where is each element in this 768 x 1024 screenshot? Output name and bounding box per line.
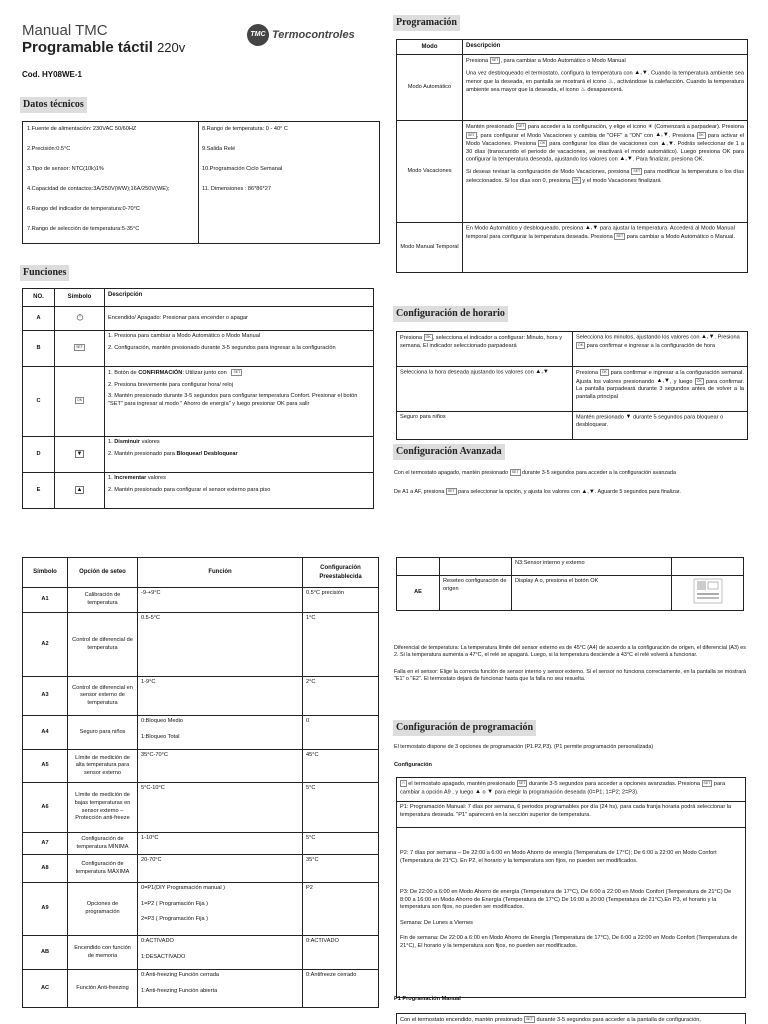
mode-name: Modo Vacaciones [397, 121, 463, 223]
advanced-text: Con el termostato apagado, mantén presionado SET durante 3-5 segundos para acceder a la configuración avanzada De A1 a AF, presiona SET para seleccionar la opción, y ajusta los valores con ▲,▼. Aguarde 5 segundos para finalizar. [394, 469, 681, 496]
col-header: Opción de seteo [68, 558, 138, 588]
table-row [23, 716, 379, 750]
option-cell: Límite de medición de alta temperatura para sensor externo [68, 750, 138, 783]
mode-desc: Mantén presionado SET para acceder a la configuración, y elige el icono ☀ (Comenzará a parpadear). Presiona SET , para configurar el Modo Vacaciones y cambia de "OFF" a "ON" con ▲,▼. Presiona OK para activar el Modo Vacaciones. Presiona OK para configurar los días de vacaciones con ▲,▼. Podrás seleccionar de 1 a 30 días (transcurrido el periodo de vacaciones, se reactivará el modo automático). Luego presiona OK para configurar la temperatura deseada, ajustando los valores con ▲,▼. Para finalizar, presiona OK. Si deseas revisar la configuración de Modo Vacaciones, presiona SET para modificar la temperatura o los días seleccionados. Si los días son 0, presiona OK y el modo Vacaciones finalizará [463, 121, 748, 223]
symbol-cell: A4 [23, 716, 68, 750]
row-no: A [23, 307, 55, 331]
down-arrow-icon: ▼ [625, 414, 632, 420]
table-row [397, 55, 748, 121]
brand-logo [247, 24, 372, 46]
col-header: Descripción [463, 40, 748, 55]
set-button-icon: SET [447, 489, 455, 494]
up-down-arrows-icon: ▲,▼ [584, 225, 599, 231]
programming-title: Programación [393, 15, 460, 31]
desc-line: 1. Incrementar valores [108, 475, 166, 481]
function-line: -9-+9°C [141, 590, 161, 596]
ok-button-icon: OK [578, 343, 584, 348]
ok-button-icon: OK [698, 132, 704, 137]
function-line: 20-70°C [141, 857, 162, 863]
program-options-table [396, 777, 746, 998]
default-cell: 0:Antifreeze cerrado [303, 970, 379, 1008]
title-line1: Manual TMC [22, 22, 108, 39]
function-line: 35°C-70°C [141, 752, 168, 758]
up-down-arrows-icon: ▲,▼ [660, 140, 674, 147]
function-line: 1-10°C [141, 835, 159, 841]
table-row [23, 677, 379, 716]
table-row [23, 437, 374, 473]
desc-line: 1. Botón de CONFIRMACIÓN: Utilizar junto con SET [108, 369, 241, 376]
option-cell: Reseteo configuración de origen [440, 576, 512, 611]
table-row [23, 833, 379, 855]
table-row [23, 855, 379, 883]
tech-specs-box [22, 121, 380, 244]
table-header-row [23, 289, 374, 307]
document-header [22, 22, 237, 57]
down-arrow-icon: ▼ [55, 437, 105, 473]
table-header-row [397, 40, 748, 55]
function-line: 5°C-10°C [141, 785, 165, 791]
ok-button-icon: OK [76, 398, 83, 403]
function-line: 0.5-5°C [141, 615, 161, 621]
up-down-arrows-icon: ▲,▼ [656, 378, 670, 385]
spec-item: 4.Capacidad de contactos:3A/250V(WW);16A/250V(WE); [27, 186, 170, 192]
spec-item: 6.Rango del indicador de temperatura:0-70°C [27, 206, 140, 212]
brand-name: Termocontroles [272, 29, 355, 41]
option-cell: Control de diferencial en sensor externo de temperatura [68, 677, 138, 716]
schedule-cell: Selecciona los minutos, ajustando los valores con ▲,▼. Presiona OK para confirmar e ingresar a la configuración de hora [573, 332, 748, 367]
ok-button-icon: OK [425, 335, 431, 339]
symbol-cell: A1 [23, 588, 68, 613]
functions-title: Funciones [20, 265, 69, 281]
set-button-icon: SET [703, 781, 711, 785]
col-header: Modo [397, 40, 463, 55]
table-row [23, 307, 374, 331]
table-row [397, 121, 748, 223]
option-cell: Función Anti-freezing [68, 970, 138, 1008]
table-row [397, 367, 748, 412]
table-row [397, 558, 744, 576]
function-line: 1=P2 ( Programación Fija ) [141, 900, 208, 907]
row-no: B [23, 331, 55, 367]
tech-title: Datos técnicos [20, 97, 87, 113]
schedule-title: Configuración de horario [393, 306, 508, 322]
holiday-icon: ☀ [647, 123, 653, 130]
up-down-arrows-icon: ▲,▼ [535, 369, 549, 375]
heating-icon: ♨ [608, 78, 614, 85]
up-arrow-icon: ▲ [474, 788, 481, 795]
up-down-arrows-icon: ▲,▼ [655, 132, 669, 139]
mode-name: Modo Manual Temporal [397, 223, 463, 273]
row-no: C [23, 367, 55, 437]
schedule-cell: Mantén presionado ▼ durante 5 segundos para bloquear o desbloquear. [573, 412, 748, 440]
col-header: Función [138, 558, 303, 588]
default-cell: 0:ACTIVADO [303, 936, 379, 970]
schedule-table [396, 331, 748, 440]
schedule-cell: Presiona OK , selecciona el indicador a configurar: Minuto, hora y semana. El indicador seleccionado parpadeará [397, 332, 573, 367]
function-cell [138, 613, 303, 677]
set-button-icon: SET [468, 132, 475, 137]
up-down-arrows-icon: ▲,▼ [634, 69, 648, 76]
table-row [397, 223, 748, 273]
product-code: Cod. HY08WE-1 [22, 70, 83, 79]
option-cell: Opciones de programación [68, 883, 138, 936]
function-cell [138, 716, 303, 750]
default-cell: P2 [303, 883, 379, 936]
setup-table-continued [396, 557, 744, 611]
set-button-icon: SET [511, 470, 519, 474]
function-line: 0=P1(DIY Programación manual ) [141, 885, 225, 891]
schedule-cell: Selecciona la hora deseada ajustando los valores con ▲,▼ [397, 367, 573, 412]
mode-desc: Presiona SET , para cambiar a Modo Automático o Modo Manual Una vez desbloqueado el termostato, configura la temperatura con ▲,▼. Cuando la temperatura ambiente sea menor que la deseada, en pantalla se mostrará el icono ♨, activándose la calefacción. Cuando la temperatura ambiente sea mayor que la deseada, el icono ♨ desaparecerá. [463, 55, 748, 121]
symbol-cell: A2 [23, 613, 68, 677]
col-header: Descripción [105, 289, 374, 307]
symbol-cell: A3 [23, 677, 68, 716]
table-row [23, 936, 379, 970]
desc-line: 2. Mantén presionado para configurar el sensor externo para piso [108, 486, 271, 493]
symbol-cell: A6 [23, 783, 68, 833]
table-row [23, 588, 379, 613]
default-cell: 5°C [303, 783, 379, 833]
logo-badge: TMC [247, 24, 269, 46]
desc-line: 2. Configuración, mantén presionado durante 3-5 segundos para ingresar a la configuración [108, 344, 336, 351]
function-line: 2=P3 ( Programación Fija ) [141, 916, 208, 923]
spec-item: 1.Fuente de alimentación: 230VAC 50/60HZ [27, 126, 137, 132]
tech-right-col [202, 126, 377, 206]
program-intro: El termostato dispone de 3 opciones de programación (P1.P2,P3). (P1 permite programación personalizada) [394, 744, 654, 750]
symbol-cell: A5 [23, 750, 68, 783]
table-row [23, 613, 379, 677]
title-voltage: 220v [157, 40, 186, 55]
functions-table [22, 288, 374, 509]
ok-button-icon: OK [573, 177, 579, 182]
programming-table [396, 39, 748, 273]
function-line: 1-9°C [141, 679, 156, 685]
col-header: Símbolo [23, 558, 68, 588]
program-cell: P2: 7 días por semana – De 22:00 a 6:00 en Modo Ahorro de energía (Temperatura de 17°C); De 6:00 a 22:00 en Modo Confort (Temperatura de 21°C). En P2, el horario y la temperatura son fijos, no pueden ser modificados. P3: De 22:00 a 6:00 en Modo Ahorro de energía (Temperatura de 17°C), De 6:00 a 22:00 en Modo Confort (Temperatura de 21°C) De 8:00 a 16:00 en Modo Ahorro de Energía (Temperatura de 17°C) De 16:00 a 20:00 (Temperatura de 21°C).En P3, el horario y la temperatura son fijos, no pueden ser modificados. Semana: De Lunes a Viernes Fin de semana: De 22:00 a 6:00 en Modo Ahorro de Energía (Temperatura de 17°C), De 6:00 a 22:00 en Modo Confort (Temperatura de 21°C), El horario y la temperatura son fijos, no pueden ser modificados. [397, 828, 746, 998]
p1-subtitle: P1 Programación Manual [394, 996, 461, 1002]
default-cell: 45°C [303, 750, 379, 783]
desc-line: 3. Mantén presionado durante 3-5 segundos para configurar temperatura Confort. Presionar el botón "SET" para ingresar al modo " Ahorro de energía" y luego presionar OK para salir [108, 393, 358, 407]
table-row [23, 970, 379, 1008]
p1-instructions-box: Con el termostato encendido, mantén presionado SET durante 3-5 segundos para acceder a la pantalla de configuración, [396, 1013, 746, 1024]
table-header-row [23, 558, 379, 588]
default-cell: 35°C [303, 855, 379, 883]
row-no: D [23, 437, 55, 473]
notes-text [394, 645, 746, 687]
spec-item: 2.Precisión:0.5°C [27, 146, 71, 152]
function-line: 1:DESACTIVADO [141, 953, 186, 960]
set-button-icon: SET [491, 58, 499, 62]
default-cell: 5°C [303, 833, 379, 855]
table-row [23, 883, 379, 936]
option-cell: Límite de medición de bajas temperaturas en sensor externo – Protección anti-freeze [68, 783, 138, 833]
ok-button-icon: OK [540, 141, 546, 146]
row-desc [105, 367, 374, 437]
symbol-cell: A7 [23, 833, 68, 855]
function-cell [138, 833, 303, 855]
set-button-icon: SET [633, 169, 641, 174]
function-cell: N3:Sensor interno y externo [512, 558, 672, 576]
symbol-cell: A9 [23, 883, 68, 936]
setup-options-table [22, 557, 379, 1008]
option-cell: Control de diferencial de temperatura [68, 613, 138, 677]
table-row [397, 778, 746, 802]
option-cell: Configuración de temperatura MÍNIMA [68, 833, 138, 855]
function-cell [138, 750, 303, 783]
ok-button-icon: OK [601, 370, 607, 374]
schedule-cell: Seguro para niños [397, 412, 573, 440]
note-paragraph: Diferencial de temperatura: La temperatura límite del sensor externo es de 45°C (A4) de acuerdo a la configuración de origen, el diferencial (A3) es 2. Si la temperatura aumenta a 47°C, el relé se apagará. Luego, si la temperatura desciende a 43°C el relé volverá a funcionar. [394, 645, 746, 659]
spec-item: 8.Rango de temperatura: 0 - 40° C [202, 126, 288, 132]
program-cell: P1: Programación Manual: 7 días por semana, 6 periodos programables por día (24 hs), para cada franja horaria podrá seleccionar la temperatura deseada. "P1" aparecerá en la sección superior de temperatura. [397, 802, 746, 828]
desc-line: 1. Presiona para cambiar a Modo Automático o Modo Manual [108, 333, 261, 339]
title-line2 [22, 39, 237, 57]
spec-item: 3.Tipo de sensor: NTC(10k)1% [27, 166, 104, 172]
function-cell [138, 588, 303, 613]
config-subtitle: Configuración [394, 762, 432, 768]
tech-left-col [27, 126, 197, 246]
mode-desc: En Modo Automático y desbloqueado, presiona ▲,▼ para ajustar la temperatura. Accederá al Modo Manual temporal para configurar la temperatura deseada. Presiona SET para cambiar a Modo Automático o Manual. [463, 223, 748, 273]
symbol-cell: AC [23, 970, 68, 1008]
desc-line: 2. Mantén presionado para Bloquear/ Desbloquear [108, 450, 238, 457]
option-cell: Calibración de temperatura [68, 588, 138, 613]
row-desc: Encendido/ Apagado: Presionar para encender o apagar [105, 307, 374, 331]
default-cell: 0 [303, 716, 379, 750]
up-arrow-icon: ▲ [55, 473, 105, 509]
spec-item: 7.Rango de selección de temperatura:5-35°C [27, 226, 140, 232]
symbol-cell: AB [23, 936, 68, 970]
table-row [397, 332, 748, 367]
default-cell: 2°C [303, 677, 379, 716]
option-cell: Seguro para niños [68, 716, 138, 750]
ok-button-icon: OK [696, 378, 702, 383]
function-line: 0:Anti-freezing Función cerrada [141, 972, 220, 978]
up-down-arrows-icon: ▲,▼ [701, 334, 715, 340]
table-row [23, 750, 379, 783]
set-button-icon: SET [233, 370, 241, 374]
heating-icon: ♨ [580, 87, 586, 94]
program-config-title: Configuración de programación [393, 720, 536, 736]
option-cell: Encendido con función de memoria [68, 936, 138, 970]
mode-name: Modo Automático [397, 55, 463, 121]
row-desc [105, 437, 374, 473]
option-cell: Configuración de temperatura MÁXIMA [68, 855, 138, 883]
function-cell [138, 970, 303, 1008]
function-cell [138, 677, 303, 716]
row-desc [105, 331, 374, 367]
table-row [23, 367, 374, 437]
set-button-icon: SET [76, 345, 83, 350]
desc-line: 1. Disminuir valores [108, 439, 160, 445]
table-row [397, 828, 746, 998]
symbol-cell: A8 [23, 855, 68, 883]
down-arrow-icon: ▼ [487, 788, 494, 795]
thermostat-display-icon [672, 576, 744, 611]
program-cell: ⏲ el termostato apagado, mantén presionado SET durante 3-5 segundos para acceder a opciones avanzadas. Presiona SET para cambiar a opción A9 , y luego ▲ o ▼ para elegir la programación deseada (0=P1; 1=P2; 2=P3). [397, 778, 746, 802]
function-line: 1:Anti-freezing Función abierta [141, 987, 218, 994]
function-cell [138, 883, 303, 936]
power-icon [55, 307, 105, 331]
function-line: 0:Bloqueo Medio [141, 718, 183, 724]
function-line: 0:ACTIVADO [141, 938, 174, 944]
col-header: NO. [23, 289, 55, 307]
function-line: 1:Bloqueo Total [141, 733, 180, 740]
col-header: Configuración Preestablecida [303, 558, 379, 588]
function-cell: Display A o, presiona el botón OK [512, 576, 672, 611]
set-button-icon: SET [616, 234, 624, 239]
function-cell [138, 783, 303, 833]
spec-item: 11. Dimensiones : 86*86*27 [202, 186, 271, 192]
function-cell [138, 855, 303, 883]
schedule-cell: Presiona OK para confirmar e ingresar a la configuración semanal. Ajusta los valores presionando ▲,▼, y luego OK para confirmar. La pantalla parpadeará durante 3 segundos antes de volver a la pantalla principal [573, 367, 748, 412]
table-row [23, 783, 379, 833]
function-cell [138, 936, 303, 970]
table-row [397, 576, 744, 611]
row-desc [105, 473, 374, 509]
set-button-icon: SET [526, 1017, 533, 1021]
title-main: Programable táctil [22, 39, 153, 56]
table-row [397, 802, 746, 828]
spec-item: 9.Salida Relé [202, 146, 236, 152]
up-down-arrows-icon: ▲,▼ [581, 488, 595, 495]
clock-icon: ⏲ [402, 781, 405, 785]
default-cell: 0.5°C precisión [303, 588, 379, 613]
spec-item: 10.Programación Ciclo Semanal [202, 166, 283, 172]
table-row [397, 412, 748, 440]
note-paragraph: Falla en el sensor: Elige la correcta función de sensor interno y sensor externo. Si el sensor no funciona correctamente, en la pantalla se mostrará "E1" o "E2". El termostato dejará de funcionar hasta que la falla no sea resuelta. [394, 668, 746, 682]
desc-line: 2. Presiona brevemente para configurar hora/ reloj [108, 381, 233, 388]
set-button-icon: SET [517, 124, 525, 128]
row-no: E [23, 473, 55, 509]
symbol-cell: AE [397, 576, 440, 611]
table-row [23, 473, 374, 509]
up-down-arrows-icon: ▲,▼ [619, 156, 633, 163]
advanced-title: Configuración Avanzada [393, 444, 505, 460]
default-cell: 1°C [303, 613, 379, 677]
table-row [23, 331, 374, 367]
col-header: Símbolo [55, 289, 105, 307]
set-button-icon: SET [518, 781, 526, 785]
